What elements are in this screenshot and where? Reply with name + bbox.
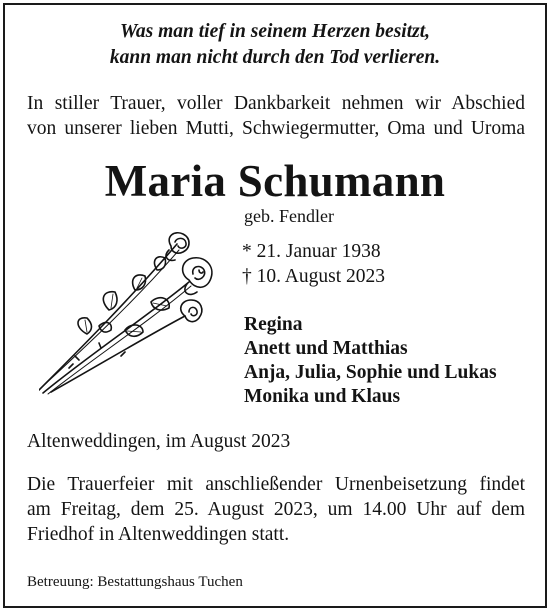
motto-line-1: Was man tief in seinem Herzen besitzt,	[119, 21, 431, 42]
life-dates	[242, 239, 385, 289]
ceremony-line-2: am Freitag, dem 25. August 2023, um 14.00 Uhr auf dem	[27, 499, 525, 520]
intro-text	[27, 91, 525, 141]
death-date: † 10. August 2023	[242, 266, 386, 287]
mourner-name: Anja, Julia, Sophie und Lukas	[244, 362, 497, 383]
obituary-notice	[3, 3, 547, 608]
funeral-home-note: Betreuung: Bestattungshaus Tuchen	[27, 574, 243, 590]
motto	[5, 19, 545, 71]
mourner-name: Regina	[244, 314, 303, 335]
ceremony-line-3: Friedhof in Altenweddingen statt.	[27, 524, 290, 545]
birth-date: * 21. Januar 1938	[242, 241, 381, 262]
place-and-date: Altenweddingen, im August 2023	[27, 431, 291, 452]
ceremony-info	[27, 472, 525, 547]
deceased-name: Maria Schumann	[104, 156, 446, 206]
motto-line-2: kann man nicht durch den Tod verlieren.	[109, 47, 441, 68]
mourner-name: Anett und Matthias	[244, 338, 408, 359]
intro-line-2: von unserer lieben Mutti, Schwiegermutter, Oma und Uroma	[27, 118, 525, 139]
intro-line-1: In stiller Trauer, voller Dankbarkeit nehmen wir Abschied	[27, 93, 525, 114]
maiden-name: geb. Fendler	[244, 206, 334, 226]
mourners-list	[244, 313, 497, 409]
roses-drawing	[39, 230, 229, 396]
ceremony-line-1: Die Trauerfeier mit anschließender Urnenbeisetzung findet	[27, 474, 525, 495]
mourner-name: Monika und Klaus	[244, 386, 401, 407]
